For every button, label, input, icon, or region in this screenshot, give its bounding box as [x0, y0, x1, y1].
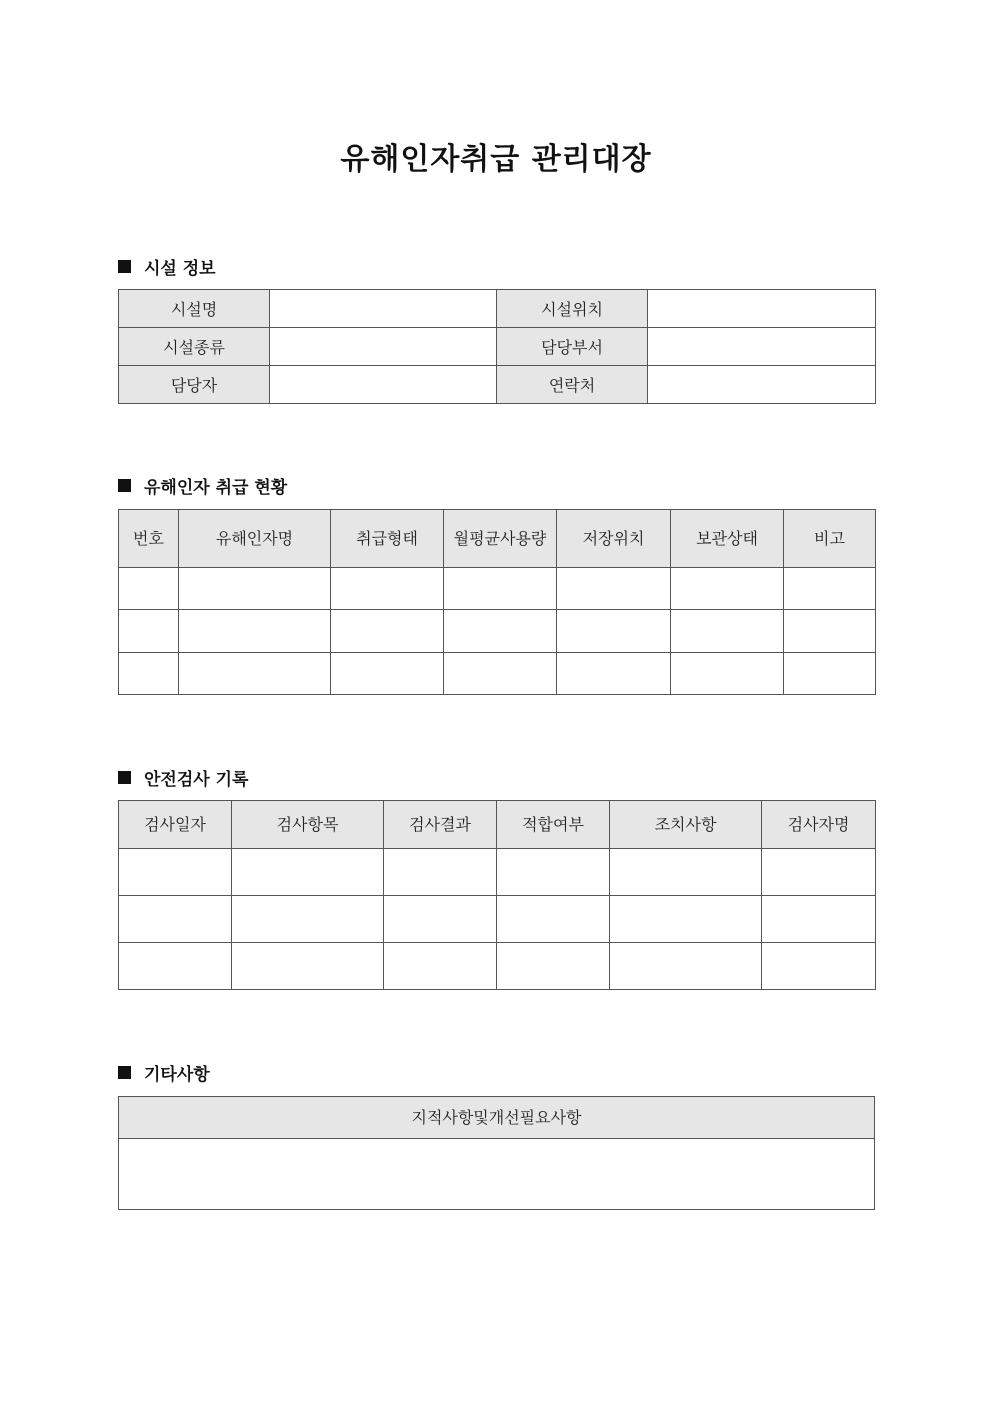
table-cell[interactable] [610, 896, 762, 943]
table-cell[interactable] [179, 653, 331, 695]
section-inspection-title: 안전검사 기록 [144, 770, 249, 790]
table-cell[interactable] [671, 568, 784, 610]
table-row [119, 610, 876, 653]
table-cell[interactable] [557, 568, 671, 610]
inspection-record-table [118, 800, 876, 990]
table-cell[interactable] [232, 849, 384, 896]
section-facility-heading [118, 254, 216, 279]
table-row [119, 1139, 875, 1210]
table-cell[interactable] [179, 610, 331, 653]
table-cell[interactable] [119, 896, 232, 943]
table-cell[interactable] [444, 653, 557, 695]
notes-field[interactable] [119, 1139, 875, 1210]
section-facility-title: 시설 정보 [144, 259, 216, 279]
table-cell[interactable] [232, 943, 384, 990]
table-header-row [119, 801, 876, 849]
col-header-storage-location: 저장위치 [557, 510, 671, 568]
manager-label: 담당자 [119, 366, 270, 404]
page-title: 유해인자취급 관리대장 [340, 142, 652, 177]
table-cell[interactable] [497, 849, 610, 896]
col-header-remarks: 비고 [784, 510, 876, 568]
section-handling-heading [118, 473, 287, 498]
table-cell[interactable] [444, 568, 557, 610]
table-row [119, 653, 876, 695]
table-cell[interactable] [762, 849, 876, 896]
manager-field[interactable] [270, 366, 497, 404]
table-header-row [119, 1097, 875, 1139]
table-cell[interactable] [119, 653, 179, 695]
col-header-inspection-date: 검사일자 [119, 801, 232, 849]
table-row [119, 366, 876, 404]
table-cell[interactable] [119, 568, 179, 610]
table-cell[interactable] [784, 568, 876, 610]
table-cell[interactable] [384, 943, 497, 990]
table-row [119, 290, 876, 328]
contact-field[interactable] [648, 366, 876, 404]
col-header-handling-type: 취급형태 [331, 510, 444, 568]
table-cell[interactable] [119, 943, 232, 990]
table-cell[interactable] [557, 610, 671, 653]
table-cell[interactable] [762, 943, 876, 990]
table-row [119, 568, 876, 610]
col-header-number: 번호 [119, 510, 179, 568]
table-cell[interactable] [610, 943, 762, 990]
square-bullet-icon [118, 1066, 131, 1079]
table-cell[interactable] [179, 568, 331, 610]
facility-location-field[interactable] [648, 290, 876, 328]
table-row [119, 849, 876, 896]
square-bullet-icon [118, 260, 131, 273]
table-cell[interactable] [497, 896, 610, 943]
facility-location-label: 시설위치 [497, 290, 648, 328]
table-cell[interactable] [671, 610, 784, 653]
square-bullet-icon [118, 771, 131, 784]
table-cell[interactable] [784, 653, 876, 695]
table-cell[interactable] [497, 943, 610, 990]
table-cell[interactable] [331, 568, 444, 610]
other-notes-table [118, 1096, 875, 1210]
table-row [119, 896, 876, 943]
facility-type-label: 시설종류 [119, 328, 270, 366]
table-header-row [119, 510, 876, 568]
table-cell[interactable] [762, 896, 876, 943]
table-cell[interactable] [384, 849, 497, 896]
square-bullet-icon [118, 479, 131, 492]
contact-label: 연락처 [497, 366, 648, 404]
table-cell[interactable] [610, 849, 762, 896]
table-row [119, 943, 876, 990]
col-header-inspector-name: 검사자명 [762, 801, 876, 849]
table-cell[interactable] [784, 610, 876, 653]
section-other-heading [118, 1060, 210, 1085]
col-header-findings-improvements: 지적사항및개선필요사항 [119, 1097, 875, 1139]
section-other-title: 기타사항 [144, 1065, 210, 1085]
handling-status-table [118, 509, 876, 695]
section-handling-title: 유해인자 취급 현황 [144, 478, 288, 498]
facility-name-field[interactable] [270, 290, 497, 328]
table-cell[interactable] [232, 896, 384, 943]
table-cell[interactable] [384, 896, 497, 943]
facility-type-field[interactable] [270, 328, 497, 366]
facility-name-label: 시설명 [119, 290, 270, 328]
table-cell[interactable] [331, 653, 444, 695]
table-row [119, 328, 876, 366]
col-header-storage-condition: 보관상태 [671, 510, 784, 568]
col-header-compliance: 적합여부 [497, 801, 610, 849]
col-header-action-taken: 조치사항 [610, 801, 762, 849]
col-header-hazard-name: 유해인자명 [179, 510, 331, 568]
facility-info-table [118, 289, 876, 404]
table-cell[interactable] [331, 610, 444, 653]
table-cell[interactable] [444, 610, 557, 653]
col-header-monthly-usage: 월평균사용량 [444, 510, 557, 568]
table-cell[interactable] [671, 653, 784, 695]
col-header-inspection-item: 검사항목 [232, 801, 384, 849]
table-cell[interactable] [119, 849, 232, 896]
table-cell[interactable] [557, 653, 671, 695]
table-cell[interactable] [119, 610, 179, 653]
col-header-inspection-result: 검사결과 [384, 801, 497, 849]
department-field[interactable] [648, 328, 876, 366]
section-inspection-heading [118, 765, 248, 790]
department-label: 담당부서 [497, 328, 648, 366]
